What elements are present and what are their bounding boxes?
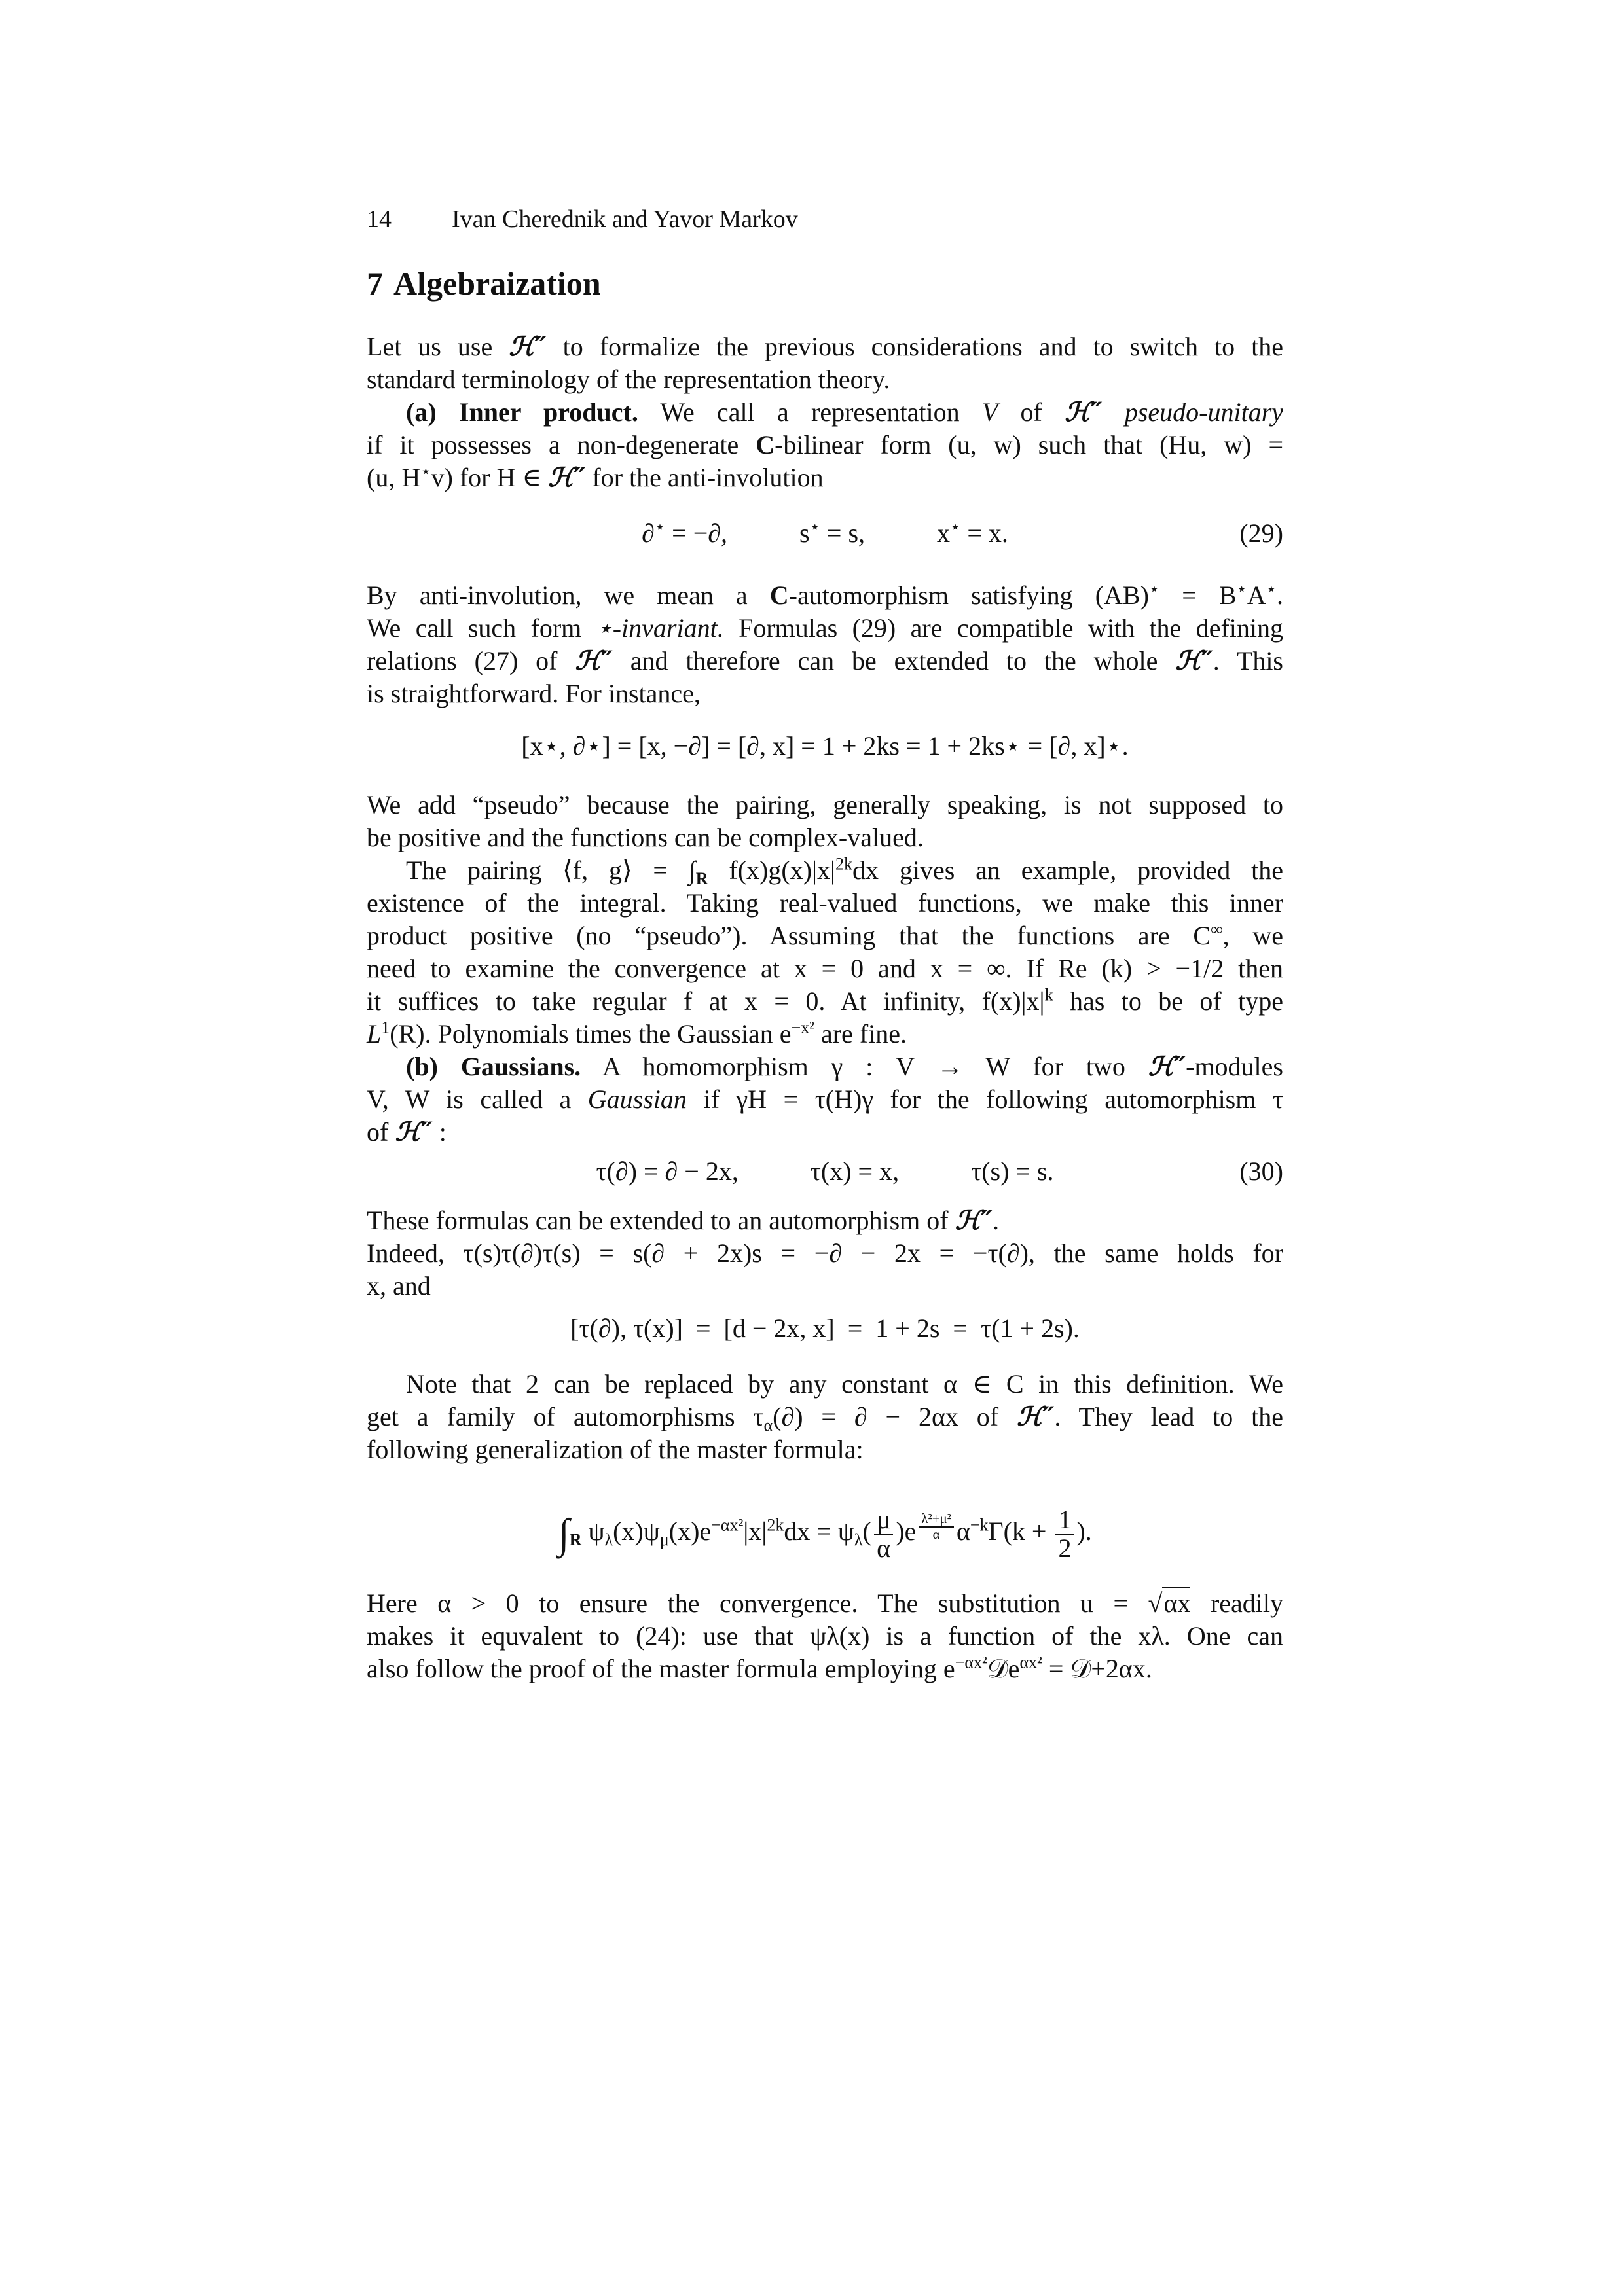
gaussians-line-2: V, W is called a Gaussian if γH = τ(H)γ for the following automorphism τ [367,1085,1283,1114]
gaussians-heading: (b) Gaussians. [406,1052,581,1081]
inner-product-line-3: (u, H⋆v) for H ∈ ℋ″ for the anti-involution [367,461,824,493]
section-number: 7 [367,265,383,302]
substitution-line-3: also follow the proof of the master formula employing $e^{-\alpha x^2}𝒟e^{\alpha x^2}$ = 𝒟+2αx. [367,1653,1152,1683]
equation-29: ∂⋆ = −∂, s⋆ = s, x⋆ = x. (29) [367,517,1283,550]
substitution-line-2: makes it equvalent to (24): use that ψλ(x) is a function of the xλ. One can [367,1621,1283,1651]
pairing-line-6: $L^1(R)$. Polynomials times the Gaussian $e^{-x^2}$ are fine. [367,1018,907,1049]
automorphism-line-1: These formulas can be extended to an automorphism of ℋ″. [367,1205,1000,1236]
section-title [367,260,601,306]
constant-line-3: following generalization of the master formula: [367,1435,864,1464]
constant-line-1: Note that 2 can be replaced by any constant α ∈ C in this definition. We [406,1369,1283,1399]
inner-product-line-2: if it possesses a non-degenerate C-bilinear form (u, w) such that (Hu, w) = [367,430,1284,459]
anti-involution-line-2: We call such form ⋆-invariant. Formulas (29) are compatible with the defining [367,613,1283,643]
gaussians-line-1: (b) Gaussians. A homomorphism γ : V → W for two ℋ″-modules [406,1051,1283,1082]
anti-involution-line-4: is straightforward. For instance, [367,679,701,708]
pairing-line-1: The pairing ⟨f, g⟩ = $\int_R$ $f(x)g(x)|x|^{2k}dx$ gives an example, provided the [406,854,1283,888]
pairing-line-4: need to examine the convergence at x = 0 and x = ∞. If Re (k) > −1/2 then [367,954,1283,983]
gaussians-line-3: of ℋ″ : [367,1117,447,1147]
pairing-line-3: product positive (no “pseudo”). Assuming that the functions are C∞, we [367,920,1284,950]
pseudo-line-2: be positive and the functions can be complex-valued. [367,823,924,852]
bracket-equation: [τ(∂), τ(x)] = [d − 2x, x] = 1 + 2s = τ(1 + 2s). [570,1314,1080,1343]
inner-product-line-1: (a) Inner product. We call a representation V of ℋ″ pseudo-unitary [406,397,1284,427]
term-pseudo-unitary: pseudo-unitary [1124,397,1284,427]
commutator-equation: [x⋆, ∂⋆] = [x, −∂] = [∂, x] = 1 + 2ks = 1 + 2ks⋆ = [∂, x]⋆. [521,731,1129,761]
anti-involution-line-3: relations (27) of ℋ″ and therefore can be extended to the whole ℋ″. This [367,645,1284,676]
intro-line-2: standard terminology of the representation theory. [367,365,890,394]
term-star-invariant: ⋆-invariant. [596,613,724,643]
mu-over-alpha: $\frac{\mu}{\alpha}$ [874,1506,893,1562]
intro-line-1: Let us use ℋ″ to formalize the previous considerations and to switch to the [367,331,1284,362]
running-head-authors: Ivan Cherednik and Yavor Markov [452,206,798,233]
section-title-text: Algebraization [393,265,601,302]
one-half: $\frac{1}{2}$ [1055,1506,1074,1562]
running-head [367,203,798,236]
master-formula-equation: $\int_R$ $\psi_\lambda(x)\psi_\mu(x)e^{-\alpha x^2}|x|^{2k}dx = \psi_\lambda$( $\frac{\mu}{\alpha}$ )e $^{\frac{\text{λ²+μ²}}{\alpha}}$ $\alpha^{-k}\Gamma(k$ + $\frac{1}{2}$ ). [558,1504,1092,1563]
pseudo-line-1: We add “pseudo” because the pairing, generally speaking, is not supposed to [367,790,1283,819]
anti-involution-line-1: By anti-involution, we mean a C-automorphism satisfying (AB)⋆ = B⋆A⋆. [367,579,1283,610]
automorphism-line-2: Indeed, τ(s)τ(∂)τ(s) = s(∂ + 2x)s = −∂ − 2x = −τ(∂), the same holds for [367,1238,1283,1268]
substitution-line-1: Here α > 0 to ensure the convergence. The substitution u = √αx readily [367,1588,1283,1618]
equation-number-30: (30) [1239,1157,1283,1186]
automorphism-line-3: x, and [367,1271,431,1300]
page-number: 14 [367,206,392,233]
pairing-line-5: it suffices to take regular f at x = 0. At infinity, $f(x)|x|^k$ has to be of type [367,985,1284,1016]
pairing-line-2: existence of the integral. Taking real-valued functions, we make this inner [367,888,1283,918]
constant-line-2: get a family of automorphisms $\tau_\alpha(\partial)$ = ∂ − 2αx of ℋ″. They lead to the [367,1401,1283,1435]
equation-number-29: (29) [1239,518,1283,548]
term-gaussian: Gaussian [587,1085,687,1114]
equation-30: τ(∂) = ∂ − 2x, τ(x) = x, τ(s) = s. (30) [367,1155,1283,1188]
inner-product-heading: (a) Inner product. [406,397,638,427]
